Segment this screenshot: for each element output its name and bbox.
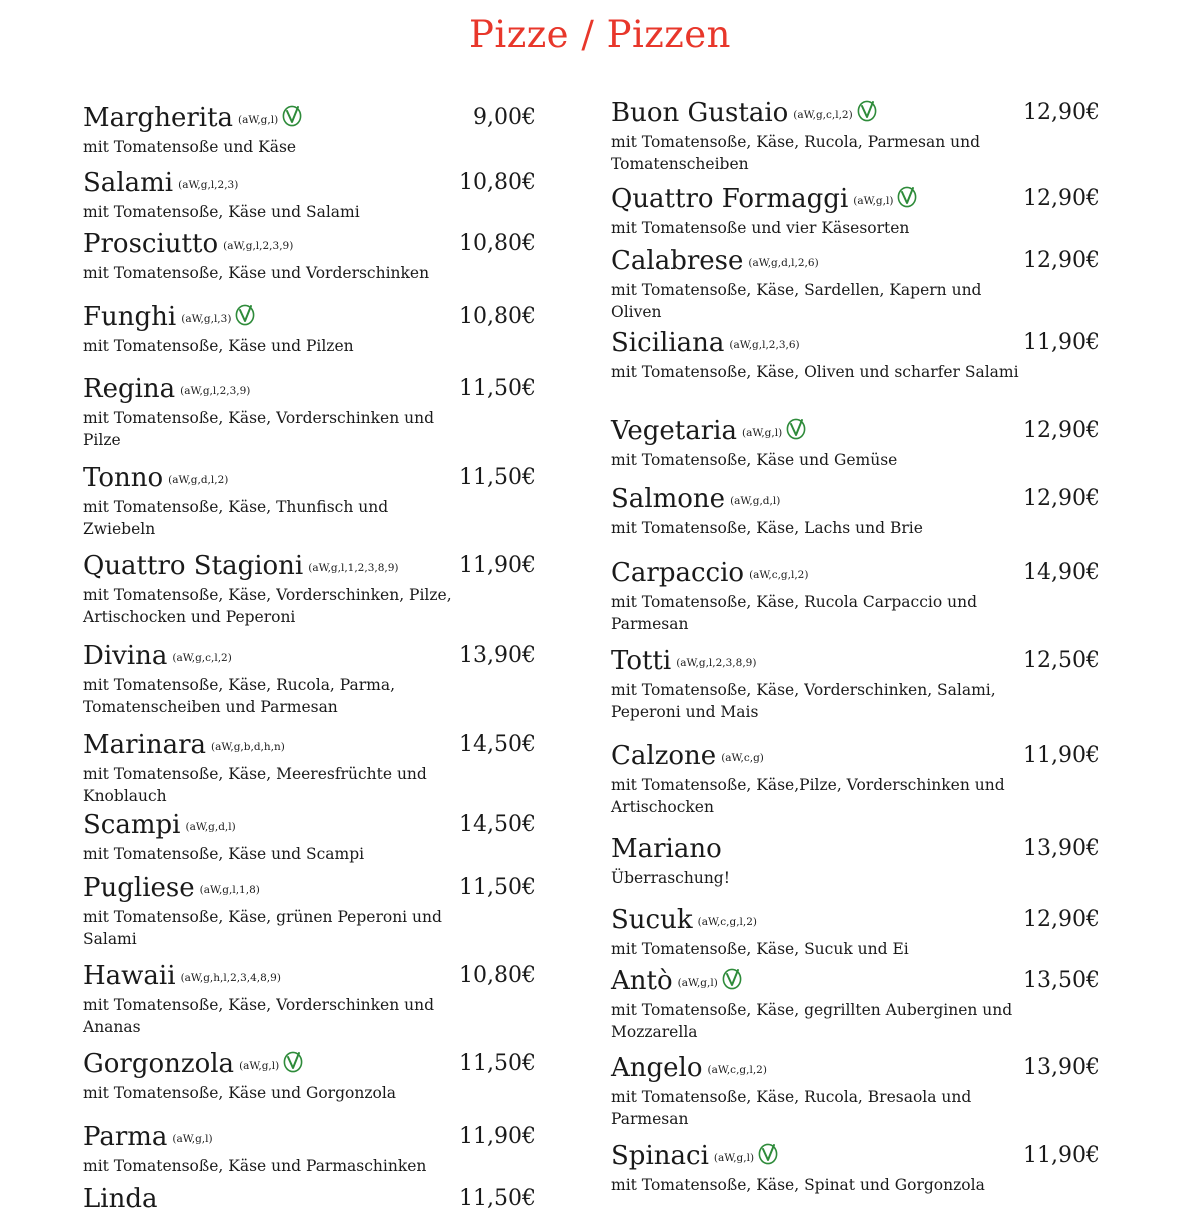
item-name: Quattro Stagioni	[83, 551, 304, 581]
item-name-line	[611, 741, 1021, 774]
item-name: Scampi	[83, 810, 181, 840]
item-allergens: (aW,g,h,l,2,3,4,8,9)	[180, 972, 281, 984]
item-description: mit Tomatensoße, Käse, Meeresfrüchte und Knoblauch	[83, 765, 427, 805]
menu-item-gorgonzola	[83, 1049, 536, 1104]
menu-item-parma	[83, 1122, 536, 1177]
item-allergens: (aW,g,d,l)	[185, 821, 236, 833]
menu-item-buon-gustaio	[611, 98, 1100, 175]
item-name: Linda	[83, 1184, 158, 1214]
item-allergens: (aW,g,c,l,2)	[172, 652, 232, 664]
vegetarian-icon	[282, 104, 303, 127]
item-price: 13,90€	[1023, 1055, 1100, 1080]
item-allergens: (aW,g,l)	[742, 427, 783, 439]
vegetarian-icon	[786, 417, 807, 440]
menu-item-marinara	[83, 730, 536, 807]
item-price: 11,50€	[459, 1186, 536, 1211]
item-allergens: (aW,g,b,d,h,n)	[211, 741, 285, 753]
item-name: Salmone	[611, 484, 726, 514]
item-description: mit Tomatensoße, Käse und Parmaschinken	[83, 1157, 427, 1175]
menu-item-scampi	[83, 810, 536, 865]
item-allergens: (aW,g,l)	[172, 1133, 213, 1145]
menu-item-quattro-formaggi	[611, 184, 1100, 239]
item-name: Hawaii	[83, 961, 176, 991]
item-name: Divina	[83, 641, 168, 671]
item-name: Angelo	[611, 1053, 703, 1083]
menu-item-quattro-stagioni	[83, 551, 536, 628]
item-name: Spinaci	[611, 1141, 709, 1171]
item-name: Salami	[83, 168, 174, 198]
menu-item-salami	[83, 168, 536, 223]
item-price: 9,00€	[473, 105, 536, 130]
item-price: 11,90€	[459, 1124, 536, 1149]
item-name-line	[611, 558, 1021, 591]
menu-item-totti	[611, 646, 1100, 723]
item-allergens: (aW,g,l)	[238, 114, 279, 126]
menu-item-calabrese	[611, 246, 1100, 323]
item-name-line	[611, 328, 1021, 361]
menu-item-tonno	[83, 463, 536, 540]
item-name: Siciliana	[611, 328, 725, 358]
menu-item-linda	[83, 1184, 536, 1217]
item-name-line	[611, 966, 1021, 999]
item-description: mit Tomatensoße, Käse, grünen Peperoni und Salami	[83, 908, 442, 948]
item-name: Sucuk	[611, 905, 693, 935]
menu-item-sucuk	[611, 905, 1100, 960]
vegetarian-icon	[897, 185, 918, 208]
item-price: 12,90€	[1023, 907, 1100, 932]
item-name-line	[611, 1053, 1021, 1086]
item-description: mit Tomatensoße, Käse, Rucola, Parma, Tomatenscheiben und Parmesan	[83, 676, 396, 716]
item-description: Überraschung!	[611, 869, 730, 887]
menu-title: Pizze / Pizzen	[468, 13, 732, 56]
item-name-line	[611, 416, 1021, 449]
item-description: mit Tomatensoße, Käse, Sucuk und Ei	[611, 940, 909, 958]
item-allergens: (aW,g,d,l,2,6)	[748, 257, 819, 269]
item-description: mit Tomatensoße, Käse, Rucola Carpaccio und Parmesan	[611, 593, 977, 633]
item-price: 12,90€	[1023, 248, 1100, 273]
menu-item-mariano	[611, 834, 1100, 889]
item-description: mit Tomatensoße, Käse, gegrillten Auberginen und Mozzarella	[611, 1001, 1013, 1041]
item-price: 11,90€	[1023, 330, 1100, 355]
vegetarian-icon	[857, 99, 878, 122]
item-name: Quattro Formaggi	[611, 184, 849, 214]
vegetarian-icon	[283, 1050, 304, 1073]
item-price: 12,90€	[1023, 186, 1100, 211]
item-allergens: (aW,c,g,l,2)	[697, 916, 758, 928]
item-price: 13,90€	[1023, 836, 1100, 861]
item-price: 12,90€	[1023, 418, 1100, 443]
menu-item-vegetaria	[611, 416, 1100, 471]
item-price: 13,90€	[459, 643, 536, 668]
menu-item-angelo	[611, 1053, 1100, 1130]
item-allergens: (aW,g,d,l)	[730, 495, 781, 507]
item-description: mit Tomatensoße, Käse, Thunfisch und Zwiebeln	[83, 498, 389, 538]
menu-item-pugliese	[83, 873, 536, 950]
item-name-line	[611, 646, 1021, 679]
item-allergens: (aW,g,l,2,3,8,9)	[676, 657, 757, 669]
item-allergens: (aW,c,g,l,2)	[707, 1064, 767, 1076]
item-description: mit Tomatensoße und vier Käsesorten	[611, 219, 910, 237]
item-description: mit Tomatensoße, Käse und Scampi	[83, 845, 365, 863]
item-description: mit Tomatensoße, Käse, Vorderschinken und Pilze	[83, 409, 435, 449]
vegetarian-icon	[235, 303, 256, 326]
vegetarian-icon	[722, 967, 743, 990]
item-description: mit Tomatensoße, Käse und Gorgonzola	[83, 1084, 397, 1102]
item-allergens: (aW,g,l,1,2,3,8,9)	[308, 562, 399, 574]
item-price: 11,90€	[1023, 1143, 1100, 1168]
item-price: 10,80€	[459, 170, 536, 195]
item-allergens: (aW,g,l,2,3,6)	[729, 339, 800, 351]
menu-item-regina	[83, 374, 536, 451]
item-allergens: (aW,g,l,2,3,9)	[180, 385, 251, 397]
item-allergens: (aW,g,c,l,2)	[793, 109, 853, 121]
item-description: mit Tomatensoße, Käse, Sardellen, Kapern und Oliven	[611, 281, 982, 321]
item-allergens: (aW,g,l,3)	[181, 313, 232, 325]
item-price: 10,80€	[459, 231, 536, 256]
item-name: Marinara	[83, 730, 207, 760]
item-price: 12,90€	[1023, 486, 1100, 511]
item-name: Totti	[611, 646, 672, 676]
item-name: Mariano	[611, 834, 722, 864]
item-name: Pugliese	[83, 873, 195, 903]
menu-item-funghi	[83, 302, 536, 357]
menu-item-prosciutto	[83, 229, 536, 284]
item-description: mit Tomatensoße, Käse, Rucola, Bresaola und Parmesan	[611, 1088, 972, 1128]
item-allergens: (aW,g,d,l,2)	[168, 474, 229, 486]
item-name: Tonno	[83, 463, 164, 493]
item-price: 11,50€	[459, 465, 536, 490]
item-name: Buon Gustaio	[611, 98, 789, 128]
item-price: 11,90€	[459, 553, 536, 578]
item-description: mit Tomatensoße, Käse und Gemüse	[611, 451, 898, 469]
vegetarian-icon	[758, 1142, 779, 1165]
item-name: Funghi	[83, 302, 177, 332]
item-name-line	[611, 834, 1021, 867]
item-name-line	[611, 246, 1021, 279]
item-price: 14,50€	[459, 732, 536, 757]
item-price: 10,80€	[459, 304, 536, 329]
menu-item-hawaii	[83, 961, 536, 1038]
item-price: 11,50€	[459, 376, 536, 401]
menu-item-calzone	[611, 741, 1100, 818]
item-description: mit Tomatensoße, Käse und Vorderschinken	[83, 264, 430, 282]
item-allergens: (aW,c,g,l,2)	[749, 569, 809, 581]
menu-item-spinaci	[611, 1141, 1100, 1196]
item-name-line	[611, 1141, 1021, 1174]
item-price: 12,50€	[1023, 648, 1100, 673]
menu-item-margherita	[83, 103, 536, 158]
item-allergens: (aW,c,g)	[721, 752, 764, 764]
item-description: mit Tomatensoße, Käse, Rucola, Parmesan und Tomatenscheiben	[611, 133, 981, 173]
item-description: mit Tomatensoße, Käse und Pilzen	[83, 337, 354, 355]
item-price: 14,50€	[459, 812, 536, 837]
item-price: 10,80€	[459, 963, 536, 988]
item-name: Regina	[83, 374, 176, 404]
item-description: mit Tomatensoße, Käse, Vorderschinken, Salami, Peperoni und Mais	[611, 681, 996, 721]
item-description: mit Tomatensoße, Käse, Vorderschinken, Pilze, Artischocken und Peperoni	[83, 586, 452, 626]
item-allergens: (aW,g,l)	[853, 195, 894, 207]
item-description: mit Tomatensoße, Käse,Pilze, Vorderschinken und Artischocken	[611, 776, 1005, 816]
menu-item-salmone	[611, 484, 1100, 539]
item-description: mit Tomatensoße, Käse, Oliven und scharfer Salami	[611, 363, 1019, 381]
item-name: Prosciutto	[83, 229, 219, 259]
item-allergens: (aW,g,l)	[713, 1152, 755, 1164]
item-name: Antò	[611, 966, 673, 996]
item-allergens: (aW,g,l)	[677, 977, 718, 989]
item-price: 13,50€	[1023, 968, 1100, 993]
item-allergens: (aW,g,l)	[239, 1060, 280, 1072]
item-allergens: (aW,g,l,2,3,9)	[223, 240, 294, 252]
menu-item-divina	[83, 641, 536, 718]
menu-item-carpaccio	[611, 558, 1100, 635]
item-name: Margherita	[83, 103, 234, 133]
item-description: mit Tomatensoße, Käse, Lachs und Brie	[611, 519, 923, 537]
item-name: Vegetaria	[611, 416, 738, 446]
item-name: Parma	[83, 1122, 168, 1152]
item-name: Gorgonzola	[83, 1049, 235, 1079]
item-description: mit Tomatensoße, Käse, Spinat und Gorgonzola	[611, 1176, 985, 1194]
item-name-line	[611, 184, 1021, 217]
item-name-line	[611, 98, 1021, 131]
menu-item-ant-	[611, 966, 1100, 1043]
item-allergens: (aW,g,l,2,3)	[178, 179, 239, 191]
item-description: mit Tomatensoße, Käse und Salami	[83, 203, 360, 221]
item-allergens: (aW,g,l,1,8)	[199, 884, 260, 896]
item-description: mit Tomatensoße und Käse	[83, 138, 297, 156]
item-price: 14,90€	[1023, 560, 1100, 585]
item-price: 11,90€	[1023, 743, 1100, 768]
item-price: 11,50€	[459, 875, 536, 900]
item-name: Calzone	[611, 741, 717, 771]
item-name: Carpaccio	[611, 558, 745, 588]
item-description: mit Tomatensoße, Käse, Vorderschinken und Ananas	[83, 996, 435, 1036]
item-name-line	[611, 484, 1021, 517]
item-price: 12,90€	[1023, 100, 1100, 125]
item-name-line	[611, 905, 1021, 938]
menu-item-siciliana	[611, 328, 1100, 383]
item-price: 11,50€	[459, 1051, 536, 1076]
item-name: Calabrese	[611, 246, 744, 276]
